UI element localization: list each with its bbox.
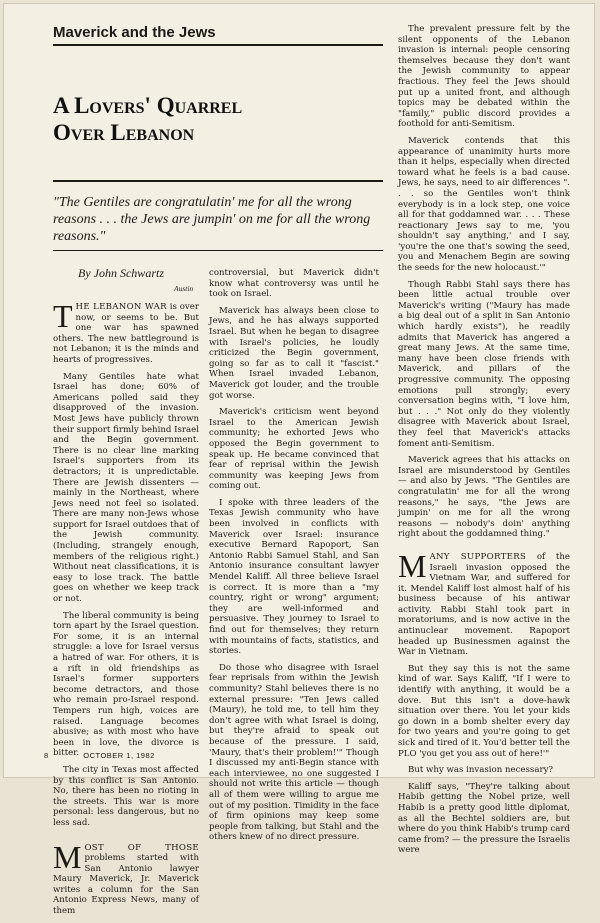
lead-in-caps: HE LEBANON WAR <box>75 302 167 312</box>
column-1 <box>53 298 199 923</box>
paragraph <box>53 298 199 366</box>
article-title <box>53 92 373 146</box>
drop-cap: M <box>398 547 427 584</box>
drop-cap: T <box>53 298 73 334</box>
paragraph <box>53 838 199 917</box>
section-kicker: Maverick and the Jews <box>53 24 216 41</box>
column-3 <box>398 24 570 862</box>
paragraph: The city in Texas most affected by this conflict is San Antonio. No, there has been no rioting in the streets. This war is more personal: less dangerous, but no less sad. <box>53 764 199 828</box>
paragraph: The prevalent pressure felt by the silent opponents of the Lebanon invasion is internal: people censoring themselves because they don't want the Jewish community to appear fractious. They feel the Jews should put up a united front, and although topics may be debated within the "family," public discord provides a foothold for anti-Semitism. <box>398 24 570 130</box>
lead-in-caps: ANY SUPPORTERS <box>429 551 527 562</box>
paragraph-text: problems started with San Antonio lawyer Maury Maverick, Jr. Maverick writes a column for the San Antonio Express News, many of them <box>53 853 199 917</box>
paragraph: Maverick's criticism went beyond Israel to the American Jewish community; he exhorted Jews who opposed the Begin government to speak up. He became convinced that fear of reprisal within the Jewish community was keeping Jews from coming out. <box>209 407 379 492</box>
column-2 <box>209 268 379 849</box>
pull-quote: "The Gentiles are congratulatin' me for all the wrong reasons . . . the Jews are jumpin' on me for all the wrong reasons." <box>53 195 371 244</box>
paragraph: I spoke with three leaders of the Texas Jewish community who have been involved in conflicts with Maverick over Israel: insurance executive Bernard Rapoport, San Antonio Rabbi Samuel Stahl, and San Antonio insurance consultant lawyer Mendel Kaliff. All three believe Israel is correct. It is more than a "my country, right or wrong" argument; they are well-informed and persuasive. They journey to Israel to find out for themselves; they return with mountains of facts, statistics, and stories. <box>209 497 379 657</box>
paragraph-text: is over now, or seems to be. But one war has spawned others. The new battleground is not Lebanon; it is the minds and hearts of progressives. <box>53 302 199 365</box>
paragraph: Maverick has always been close to Jews, and he has always supported Israel. But when he began to disagree with Israel's policies, he loudly criticized the Begin government, going so far as to call it "fascist." When Israel invaded Lebanon, Maverick got louder, and the trouble got worse. <box>209 305 379 401</box>
page-footer <box>44 751 155 760</box>
byline: By John Schwartz <box>78 266 164 280</box>
drop-cap: M <box>53 838 82 875</box>
magazine-page <box>4 4 594 917</box>
paragraph: But they say this is not the same kind of war. Says Kaliff, "If I were to identify with anything, it would be a dove. But this isn't a dove-hawk situation over there. You let your kids go down in a bomb shelter every day for two years and you're going to get sick and tired of it. You'd better tell the PLO 'you get you ass out of here!'" <box>398 663 570 759</box>
paragraph <box>398 547 570 658</box>
paragraph-text: of the Israeli invasion opposed the Vietnam War, and suffered for it. Mendel Kaliff lost almost half of his business because of his antiwar activity. Rabbi Stahl took part in moratoriums, and is now active in the antinuclear movement. Rapoport headed up Businessmen against the War in Vietnam. <box>398 551 570 658</box>
paragraph: Kaliff says, "They're talking about Habib getting the Nobel prize, well Habib is a pretty good little diplomat, as all the Bechtel soldiers are, but where do you think Habib's trump card came from? — the pressure the Israelis were <box>398 781 570 856</box>
paragraph: But why was invasion necessary? <box>408 765 554 776</box>
pull-quote-rule-top <box>53 180 383 182</box>
paragraph: Many Gentiles hate what Israel has done; 60% of Americans polled said they disapproved of the invasion. Most Jews have publicly thrown their support firmly behind Israel and the Begin government. There is no clear line marking Israel's supporters from its detractors; it is unpredictable. There are Jewish dissenters — mainly in the Northeast, where Jews need not feel so isolated. There are many non-Jews whose support for Israel outdoes that of the Jewish community. (Including, strangely enough, members of the religious right.) Without neat classifications, it is easy to lose track. The battle goes on whether we keep track or not. <box>53 371 199 605</box>
paragraph: Though Rabbi Stahl says there has been little actual trouble over Maverick's writing ("Maury has made a big deal out of a split in San Antonio which hardly exists"), he readily admits that Maverick has angered a great many Jews. At the same time, many have been close friends with Maverick, and pillars of the progressive community. The opposing emotions pull strongly; every conversation begins with, "I love him, but . . ." Not only do they violently disagree with Maverick about Israel, they feel that Maverick's attacks foment anti-Semitism. <box>398 279 570 449</box>
paragraph: Do those who disagree with Israel fear reprisals from within the Jewish community? Stahl believes there is no external pressure: "Ten Jews called (Maury), he told me, to tell him they don't agree with what Israel is doing, but they're afraid to speak out because of the pressure. I said, 'Maury, that's their problem!'" Though I discussed my anti-Begin stance with each interviewee, no one suggested I should not write this article — though all of them were willing to argue me out of my position. Timidity in the face of firm opinions may keep some people from talking, but Stahl and the others knew of no direct pressure. <box>209 662 379 843</box>
paragraph: controversial, but Maverick didn't know what controversy was until he took on Israel. <box>209 268 379 300</box>
dateline: Austin <box>174 284 194 293</box>
paragraph: Maverick contends that this appearance of unanimity hurts more than it helps, especially when directed toward what he feels is a bad cause. Jews, he says, need to air differences ". . . so the Gentiles won't think everybody is in a lock step, one voice all for that goddamned war. . . . These reactionary Jews say to me, 'you shouldn't say anything,' and I say, 'you're the one that's sowing the seed, you and Menachem Begin are sowing the seeds for the new holocaust.'" <box>398 135 570 274</box>
paragraph: Maverick agrees that his attacks on Israel are misunderstood by Gentiles — and also by Jews. "The Gentiles are congratulatin' me for all the wrong reasons," he says, "the Jews are jumpin' on me for all the wrong reasons — nobody's doin' anything right about the goddamned thing." <box>398 455 570 540</box>
lead-in-caps: OST OF THOSE <box>84 842 199 853</box>
kicker-rule <box>53 44 383 46</box>
issue-date: OCTOBER 1, 1982 <box>83 751 155 760</box>
title-line-1: A Lovers' Quarrel <box>53 93 243 118</box>
pull-quote-rule-bottom <box>53 250 383 251</box>
paragraph: The liberal community is being torn apart by the Israel question. For some, it is an internal struggle: a love for Israel versus a hatred of war. For others, it is a rift in old friendships as Israel's former supporters become detractors, and those who remain pro-Israel respond. Tempers run high, voices are raised. Language becomes abusive; as with most who have been in love, the divorce is bitter. <box>53 610 199 759</box>
page-number: 8 <box>44 751 49 760</box>
title-line-2: Over Lebanon <box>53 120 195 145</box>
